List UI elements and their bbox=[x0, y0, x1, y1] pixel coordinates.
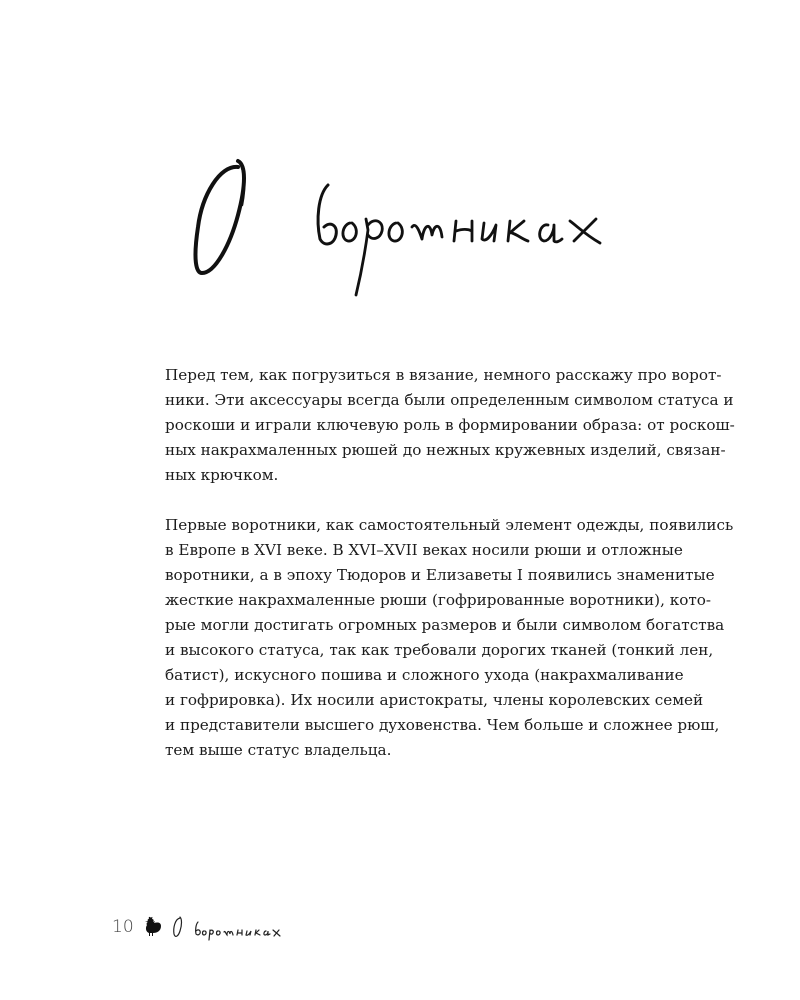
hen-icon bbox=[142, 916, 162, 938]
paragraph-intro bbox=[165, 363, 735, 488]
text-line: роскоши и играли ключевую роль в формировании образа: от роскош- bbox=[165, 416, 735, 434]
text-line: и представители высшего духовенства. Чем больше и сложнее рюш, bbox=[165, 716, 720, 734]
running-title bbox=[172, 912, 282, 942]
text-line: ники. Эти аксессуары всегда были определенным символом статуса и bbox=[165, 391, 734, 409]
body-text bbox=[165, 363, 735, 788]
text-line: Перед тем, как погрузиться в вязание, немного расскажу про ворот- bbox=[165, 366, 722, 384]
text-line: и высокого статуса, так как требовали дорогих тканей (тонкий лен, bbox=[165, 641, 714, 659]
paragraph-history bbox=[165, 513, 734, 763]
text-line: и гофрировка). Их носили аристократы, члены королевских семей bbox=[165, 691, 704, 709]
chapter-title bbox=[160, 135, 660, 325]
chapter-title-script bbox=[160, 135, 660, 325]
page-footer bbox=[112, 912, 282, 942]
text-line: воротники, а в эпоху Тюдоров и Елизаветы I появились знаменитые bbox=[165, 566, 715, 584]
text-line: жесткие накрахмаленные рюши (гофрированные воротники), кото- bbox=[165, 591, 712, 609]
page-number: 10 bbox=[112, 917, 134, 937]
text-line: рые могли достигать огромных размеров и были символом богатства bbox=[165, 616, 725, 634]
text-line: батист), искусного пошива и сложного ухода (накрахмаливание bbox=[165, 666, 684, 684]
text-line: тем выше статус владельца. bbox=[165, 741, 392, 759]
text-line: ных накрахмаленных рюшей до нежных кружевных изделий, связан- bbox=[165, 441, 726, 459]
text-line: Первые воротники, как самостоятельный элемент одежды, появились bbox=[165, 516, 734, 534]
text-line: ных крючком. bbox=[165, 466, 279, 484]
text-line: в Европе в XVI веке. В XVI–XVII веках носили рюши и отложные bbox=[165, 541, 683, 559]
